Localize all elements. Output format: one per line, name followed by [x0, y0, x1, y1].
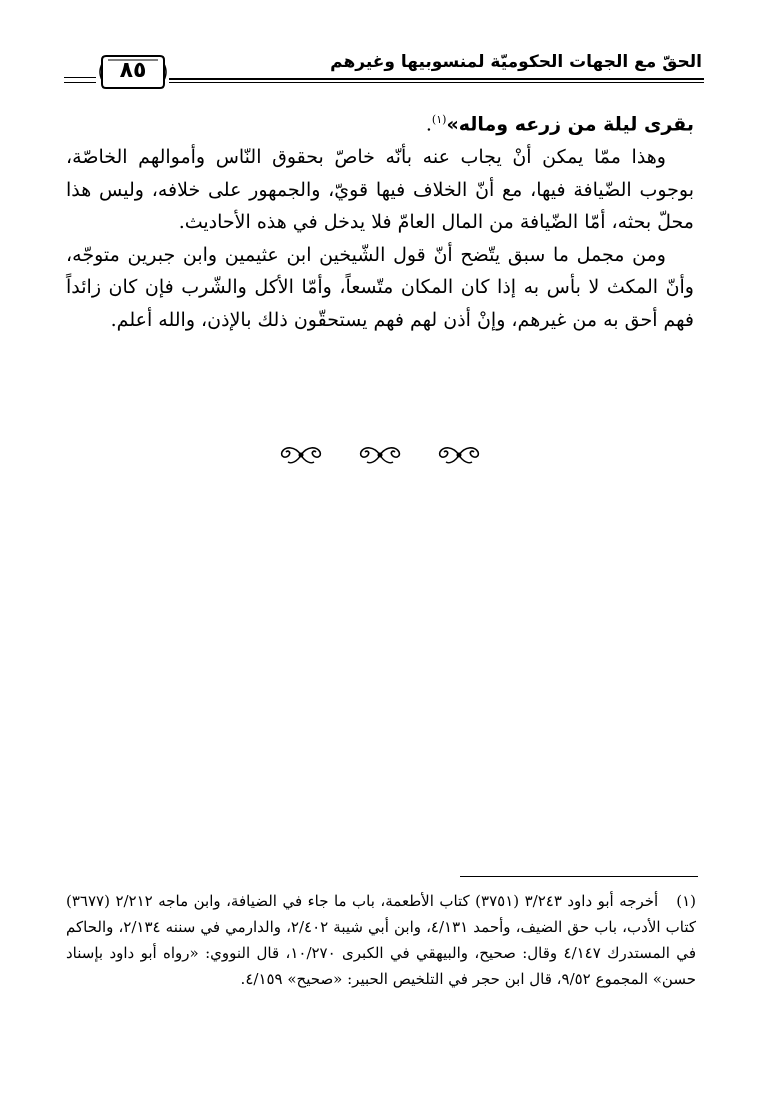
page-number-frame [98, 52, 168, 92]
paragraph-1-end: . [425, 113, 432, 136]
body-text [66, 104, 694, 336]
section-ornaments [0, 444, 760, 474]
fleuron-icon [357, 444, 403, 466]
fleuron-icon [436, 444, 482, 466]
paragraph-1 [66, 104, 694, 141]
header-rule [169, 78, 704, 83]
footnote-marker: (١) [676, 892, 696, 910]
fleuron-icon [278, 444, 324, 466]
paragraph-1-text: بقرى ليلة من زرعه وماله» [446, 113, 694, 136]
page-number: ٨٥ [119, 58, 147, 83]
paragraph-3: ومن مجمل ما سبق يتّضح أنّ قول الشّيخين ابن عثيمين وابن جبرين متوجّه، وأنّ المكث لا بأس به إذا كان المكان متّسعاً، وأمّا الأكل والشّرب فإن كان زائداً فهم أحق به من غيرهم، وإنْ أذن لهم فهم يستحقّون ذلك بالإذن، والله أعلم. [66, 243, 694, 331]
footnote-rule [460, 876, 698, 877]
header-rule-left [64, 77, 96, 83]
footnotes [66, 888, 696, 992]
footnote-reference: (١) [431, 113, 447, 126]
running-title: الحقّ مع الجهات الحكوميّة لمنسوبيها وغيرهم [330, 52, 702, 72]
footnote-1 [66, 888, 696, 992]
paragraph-2: وهذا ممّا يمكن أنْ يجاب عنه بأنّه خاصّ بحقوق النّاس وأموالهم الخاصّة، بوجوب الضّيافة فيها، مع أنّ الخلاف فيها قويّ، والجمهور على خلافه، وليس هذا محلّ بحثه، أمّا الضّيافة من المال العامّ فلا يدخل في هذه الأحاديث. [66, 145, 694, 234]
footnote-text: أخرجه أبو داود ٣/٢٤٣ (٣٧٥١) كتاب الأطعمة، باب ما جاء في الضيافة، وابن ماجه ٢/٢١٢ (٣٦٧٧) كتاب الأدب، باب حق الضيف، وأحمد ٤/١٣١، وابن أبي شيبة ٢/٤٠٢، والدارمي في سننه ٢/١٣٤، والحاكم في المستدرك ٤/١٤٧ وقال: صحيح، والبيهقي في الكبرى ١٠/٢٧٠، قال النووي: «رواه أبو داود بإسناد حسن» المجموع ٩/٥٢، قال ابن حجر في التلخيص الحبير: «صحيح» ٤/١٥٩. [66, 892, 696, 988]
page-header [64, 48, 704, 94]
